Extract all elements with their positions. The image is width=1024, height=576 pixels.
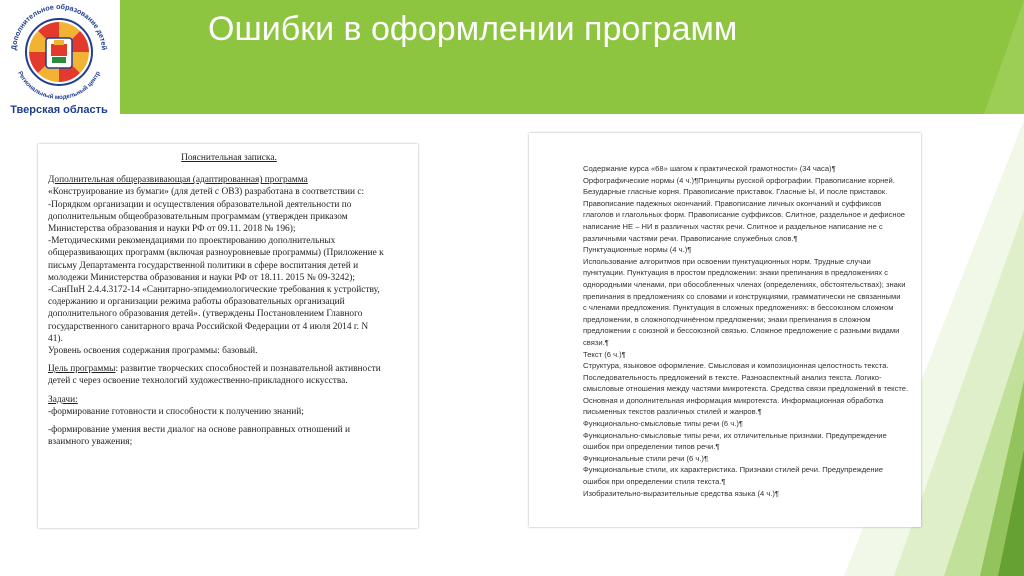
left-doc-line: молодежи Министерства образования и науки РФ от 18.11. 2015 № 09-3242); [48,272,355,283]
right-doc-line: с членами предложения. Пунктуация в сложных предложениях: в бессоюзном сложном [583,303,894,313]
goal-label: Цель программы [48,364,116,375]
left-doc-line: -СанПиН 2.4.4.3172-14 «Санитарно-эпидемиологические требования к устройству, [48,285,380,296]
left-doc-line: дополнительного образования детей». (утверждены Постановлением Главного [48,309,363,320]
right-doc-line: однородными членами, при обособленных членах (определениях, обстоятельствах); знаки [583,279,906,289]
left-document [38,144,418,528]
goal-text: : развитие творческих способностей и познавательной активности [115,364,381,375]
right-doc-line: Функционально-смысловые типы речи (6 ч.)¶ [583,419,743,429]
left-doc-line: государственного санитарного врача Российской Федерации от 4 июля 2014 г. N [48,321,369,332]
right-doc-line: Правописание падежных окончаний. Правописание личных окончаний и суффиксов [583,198,882,208]
right-doc-line: Пунктуационные нормы (4 ч.)¶ [583,245,692,255]
right-doc-line: Функционально-смысловые типы речи, их отличительные признаки. Предупреждение [583,430,887,440]
logo-emblem [0,0,118,104]
left-doc-line: Министерства образования и науки РФ от 09.11. 2018 № 196); [48,224,296,235]
right-doc-line: глаголов и глагольных форм. Правописание суффиксов. Слитное, раздельное и дефисное [583,210,906,220]
right-doc-line: связи.¶ [583,337,609,347]
left-doc-line: -Порядком организации и осуществления образовательной деятельности по [48,199,352,210]
right-doc-line: пунктуации. Пунктуация в простом предложении: знаки препинания в предложениях с [583,268,889,278]
logo [0,0,118,122]
right-doc-line: предложении, в сложноподчинённом предложении; знаки препинания в сложном [583,314,871,324]
left-doc-heading: Пояснительная записка. [181,153,277,163]
logo-caption: Тверская область [10,104,108,116]
left-doc-goal [48,363,410,375]
left-doc-line: письму Департамента государственной политики в сфере воспитания детей и [48,260,359,271]
left-doc-line: Дополнительная общеразвивающая (адаптированная) программа [48,175,308,186]
right-doc-line: различными частями речи. Правописание служебных слов.¶ [583,233,798,243]
left-doc-line: 41). [48,333,63,344]
right-doc-line: смысловые отношения между частями микротекста. Средства связи предложений в тексте. [583,384,909,394]
right-doc-line: предложении с союзной и бессоюзной связью. Сложное предложение с разными видами [583,326,900,336]
right-doc-line: Безударные гласные корня. Правописание приставок. Гласные Ы, И после приставок. [583,187,888,197]
logo-arc-text: Дополнительное образование детей [8,1,109,51]
left-doc-line: детей с через освоение технологий художественно-прикладного искусства. [48,376,348,387]
task-item: -формирование умения вести диалог на основе равноправных отношений и [48,425,351,436]
logo-arc-text-bottom: Региональный модельный центр [16,70,102,102]
slide-title: Ошибки в оформлении программ [208,10,738,48]
right-doc-line: Функциональные стили, их характеристика. Признаки стилей речи. Предупреждение [583,465,884,475]
task-item: взаимного уважения; [48,437,133,448]
right-doc-line: Изобразительно-выразительные средства языка (4 ч.)¶ [583,488,779,498]
right-doc-line: Орфографические нормы (4 ч.)¶Принципы русской орфографии. Правописание корней. [583,175,895,185]
right-doc-line: Основная и дополнительная информация микротекста. Информационная обработка [583,395,884,405]
left-doc-line: содержанию и организации режима работы образовательных организаций [48,297,345,308]
right-doc-line: Структура, языковое оформление. Смысловая и композиционная целостность текста. [583,361,889,371]
right-doc-line: Использование алгоритмов при освоении пунктуационных норм. Трудные случаи [583,256,871,266]
right-doc-line: ошибок при определении стиля текста.¶ [583,477,726,487]
left-doc-line: Уровень освоения содержания программы: базовый. [48,346,258,357]
right-doc-line: Содержание курса «68» шагом к практической грамотности» (34 часа)¶ [583,164,836,173]
right-doc-line: письменных текстов различных стилей и жанров.¶ [583,407,762,417]
tasks-label: Задачи: [48,394,78,405]
right-doc-line: написание НЕ – НИ в различных частях речи. Слитное и раздельное написание не с [583,221,883,231]
left-doc-line: дополнительным общеобразовательным программам (утвержден приказом [48,211,348,222]
right-doc-line: Текст (6 ч.)¶ [583,349,626,359]
right-document [529,133,921,527]
right-doc-line: препинания в предложениях со словами и конструкциями, грамматически не связанными [583,291,901,301]
task-item: -формирование готовности и способности к получению знаний; [48,406,304,417]
right-doc-line: Функциональные стили речи (6 ч.)¶ [583,453,709,463]
left-doc-line: «Конструирование из бумаги» (для детей с ОВЗ) разработана в соответствии с: [48,187,365,198]
right-doc-line: Последовательность предложений в тексте. Разноаспектный анализ текста. Логико- [583,372,882,382]
left-doc-line: -Методическими рекомендациями по проектированию дополнительных [48,236,336,247]
left-doc-line: общеразвивающих программ (включая разноуровневые программы) (Приложение к [48,248,384,259]
right-doc-line: ошибок при определении типов речи.¶ [583,442,720,452]
